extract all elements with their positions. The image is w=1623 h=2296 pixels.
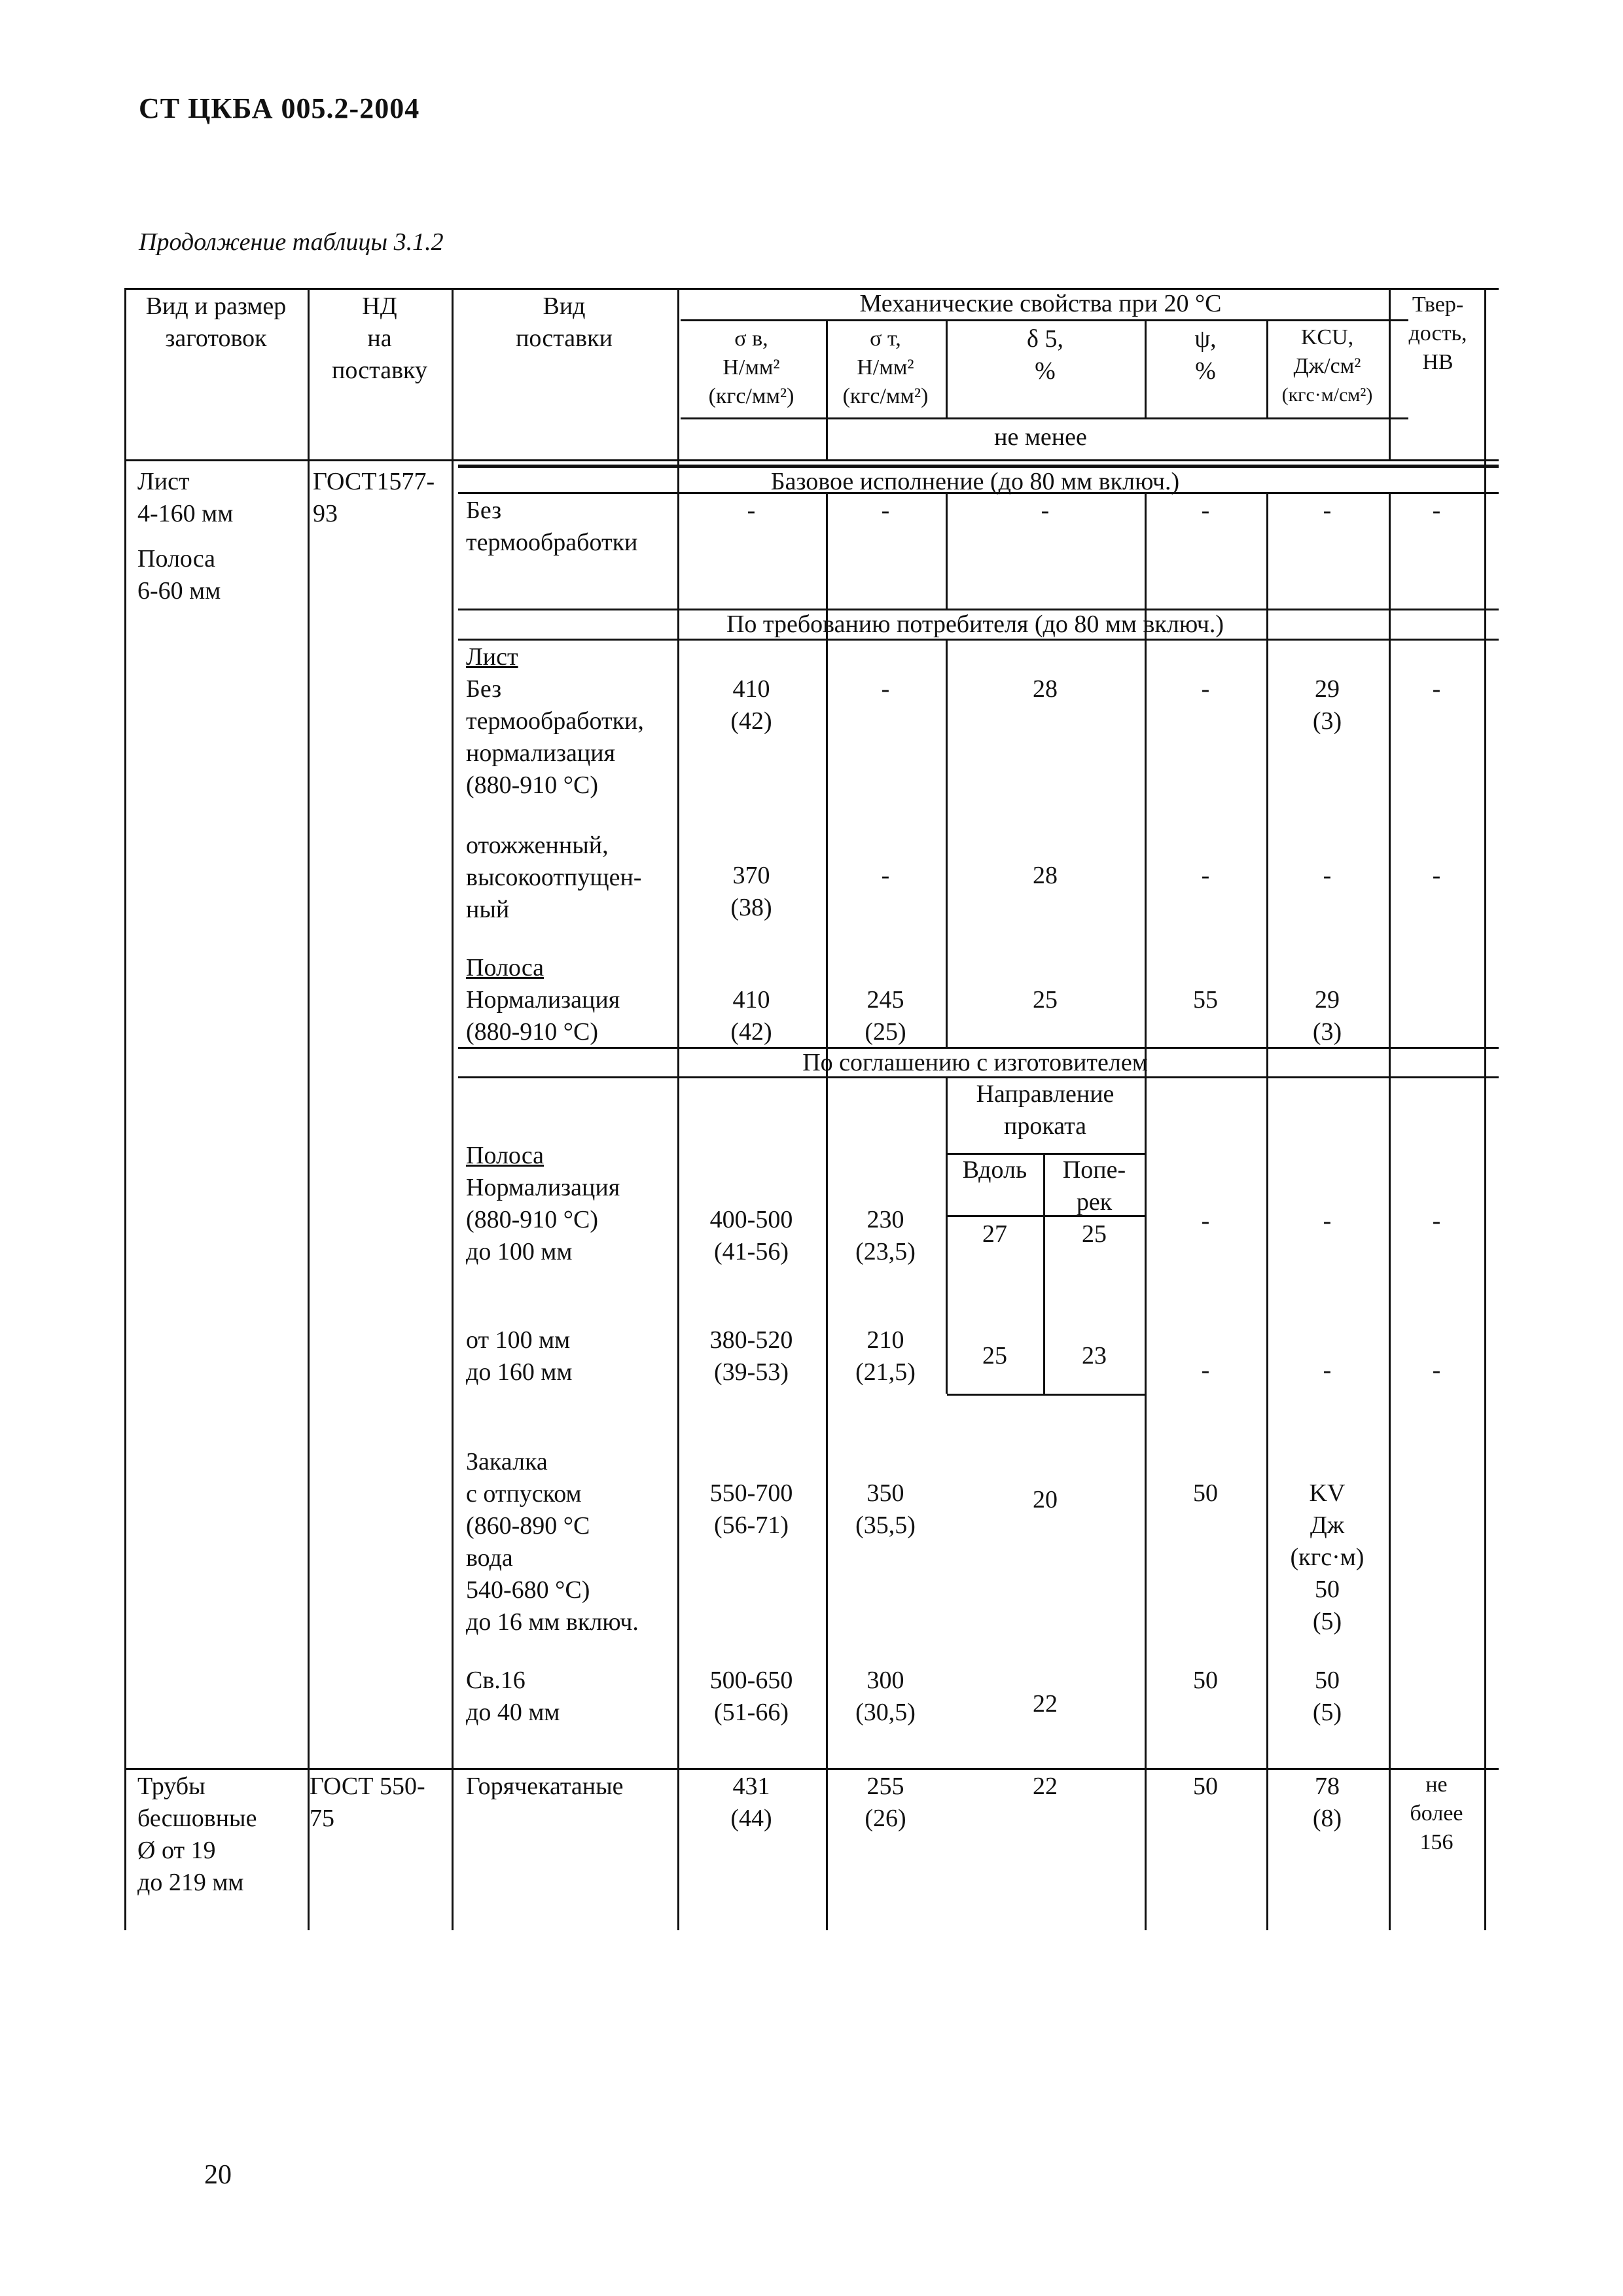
annealed-delta5: 28 [1033,862,1058,889]
page-number: 20 [204,2160,232,2190]
col-divider-kcu-header [1266,319,1268,417]
nd-gost-1577: ГОСТ1577- 93 [313,468,435,527]
header-blank-type: Вид и размер заготовок [145,292,287,352]
pipe-delta5: 22 [1033,1773,1058,1800]
pipe-row-top [124,1768,1499,1770]
header-not-less: не менее [994,423,1087,451]
pipe-psi: 50 [1193,1773,1218,1800]
agr4-sigma-v: 500-650 (51-66) [709,1667,793,1726]
pipe-kcu: 78 (8) [1312,1773,1342,1832]
base-delta5: - [1041,497,1050,524]
sheet-psi: - [1201,675,1210,703]
header-bottom-line [124,459,1499,461]
pipe-supply: Горячекатаные [466,1773,624,1800]
agr3-delta5: 20 [1033,1486,1058,1513]
annealed-psi: - [1201,862,1210,889]
col-divider-psi-header [1145,319,1147,417]
agr1-sigma-v: 400-500 (41-56) [709,1206,793,1265]
header-psi: ψ, % [1194,325,1217,385]
header-supply-type: Вид поставки [516,292,613,352]
agr3-supply: Закалка с отпуском (860-890 °С вода 540-680 °С) до 16 мм включ. [466,1448,639,1636]
table-border-right [1484,288,1486,1930]
col-divider-delta-consumer [946,639,948,1047]
rolling-along-header: Вдоль [962,1156,1027,1184]
agr4-supply: Св.16 до 40 мм [466,1667,560,1726]
sheet-sigma-t: - [881,675,890,703]
agr1-along: 27 [982,1220,1007,1248]
direction-end-line [947,1394,1145,1396]
col-divider-sigma-t-header [826,319,828,459]
strip-sigma-v: 410 (42) [730,986,772,1046]
col-divider-hardness-header [1389,288,1391,459]
agr4-delta5: 22 [1033,1690,1058,1718]
agr3-kv: KV Дж (кгс·м) 50 (5) [1290,1479,1364,1635]
agr3-psi: 50 [1193,1479,1218,1507]
annealed-hardness: - [1432,862,1441,889]
sheet-title: Лист [466,643,518,671]
blank-strip: Полоса 6-60 мм [137,545,221,605]
agr2-psi: - [1201,1356,1210,1384]
sheet-kcu: 29 (3) [1312,675,1342,735]
sheet-sigma-v: 410 (42) [730,675,772,735]
header-kcu: KCU, Дж/см² [1293,325,1361,378]
col-divider-along-across [1043,1153,1045,1394]
header-delta5: δ 5, % [1027,325,1063,385]
agr3-sigma-t: 350 (35,5) [855,1479,916,1539]
header-kcu-units: (кгс·м/см²) [1281,384,1373,406]
col-divider-hardness [1389,492,1391,1930]
sheet-supply: Без термообработки, нормализация (880-910 °С) [466,675,644,799]
header-mech-properties: Механические свойства при 20 °С [859,290,1222,317]
agr1-psi: - [1201,1207,1210,1235]
base-sigma-v: - [747,497,756,524]
strip-title: Полоса [466,954,544,981]
agr2-supply: от 100 мм до 160 мм [466,1326,573,1386]
base-psi: - [1201,497,1210,524]
section-agreement: По соглашению с изготовителем [802,1049,1148,1076]
agr1-hardness: - [1432,1207,1441,1235]
pipe-hardness: не более 156 [1410,1773,1463,1854]
section-consumer: По требованию потребителя (до 80 мм включ.) [726,610,1224,638]
base-supply: Без термообработки [466,497,638,556]
header-sigma-t: σ т, Н/мм² (кгс/мм²) [842,327,929,408]
base-kcu: - [1323,497,1332,524]
agr2-sigma-t: 210 (21,5) [855,1326,916,1386]
agr4-kv: 50 (5) [1312,1667,1342,1726]
agr4-psi: 50 [1193,1667,1218,1694]
agr1-across: 25 [1082,1220,1107,1248]
strip-kcu: 29 (3) [1312,986,1342,1046]
col-divider-kcu [1266,492,1268,1930]
agr1-sigma-t: 230 (23,5) [855,1206,916,1265]
annealed-supply: отожженный, высокоотпущен- ный [466,832,642,923]
agr4-sigma-t: 300 (30,5) [855,1667,916,1726]
table-continuation-caption: Продолжение таблицы 3.1.2 [139,228,444,256]
annealed-sigma-v: 370 (38) [730,862,772,921]
col-divider-delta-agreement [946,1076,948,1394]
header-hardness: Твер- дость, НВ [1408,292,1467,374]
blank-sheet: Лист 4-160 мм [137,468,234,527]
col-divider-delta-base [946,492,948,609]
pipe-nd: ГОСТ 550- 75 [310,1773,425,1832]
strip-sigma-t: 245 (25) [865,986,906,1046]
strip-delta5: 25 [1033,986,1058,1014]
agr2-across: 23 [1082,1342,1107,1369]
header-nd: НД на поставку [332,292,427,384]
sheet-delta5: 28 [1033,675,1058,703]
agr2-kcu: - [1323,1356,1332,1384]
strip-supply: Нормализация (880-910 °С) [466,986,620,1046]
sheet-hardness: - [1432,675,1441,703]
agr2-along: 25 [982,1342,1007,1369]
col-divider-sigma-t [826,492,828,1930]
agr1-supply: Нормализация (880-910 °С) до 100 мм [466,1174,620,1265]
agr3-sigma-v: 550-700 (56-71) [709,1479,793,1539]
table-border-left [124,288,126,1930]
rolling-across-header: Попе- рек [1062,1156,1126,1216]
base-hardness: - [1432,497,1441,524]
col-divider-sigma-v [677,288,679,1930]
table-border-top [124,288,1499,290]
agr2-sigma-v: 380-520 (39-53) [709,1326,793,1386]
annealed-kcu: - [1323,862,1332,889]
agr1-title: Полоса [466,1142,544,1169]
agr2-hardness: - [1432,1356,1441,1384]
agr1-kcu: - [1323,1207,1332,1235]
document-code: СТ ЦКБА 005.2-2004 [139,92,420,124]
col-divider-delta-header [946,319,948,417]
pipe-blank: Трубы бесшовные Ø от 19 до 219 мм [137,1773,257,1896]
header-sigma-v: σ в, Н/мм² (кгс/мм²) [708,327,794,408]
pipe-sigma-v: 431 (44) [730,1773,772,1832]
base-sigma-t: - [881,497,890,524]
strip-psi: 55 [1193,986,1218,1014]
rolling-direction-header: Направление проката [976,1080,1115,1140]
section-base: Базовое исполнение (до 80 мм включ.) [770,468,1180,495]
col-divider-nd [308,288,310,1930]
col-divider-supply [452,288,454,1930]
units-underline [681,417,1408,419]
pipe-sigma-t: 255 (26) [865,1773,906,1832]
annealed-sigma-t: - [881,862,890,889]
col-divider-psi [1145,492,1147,1930]
